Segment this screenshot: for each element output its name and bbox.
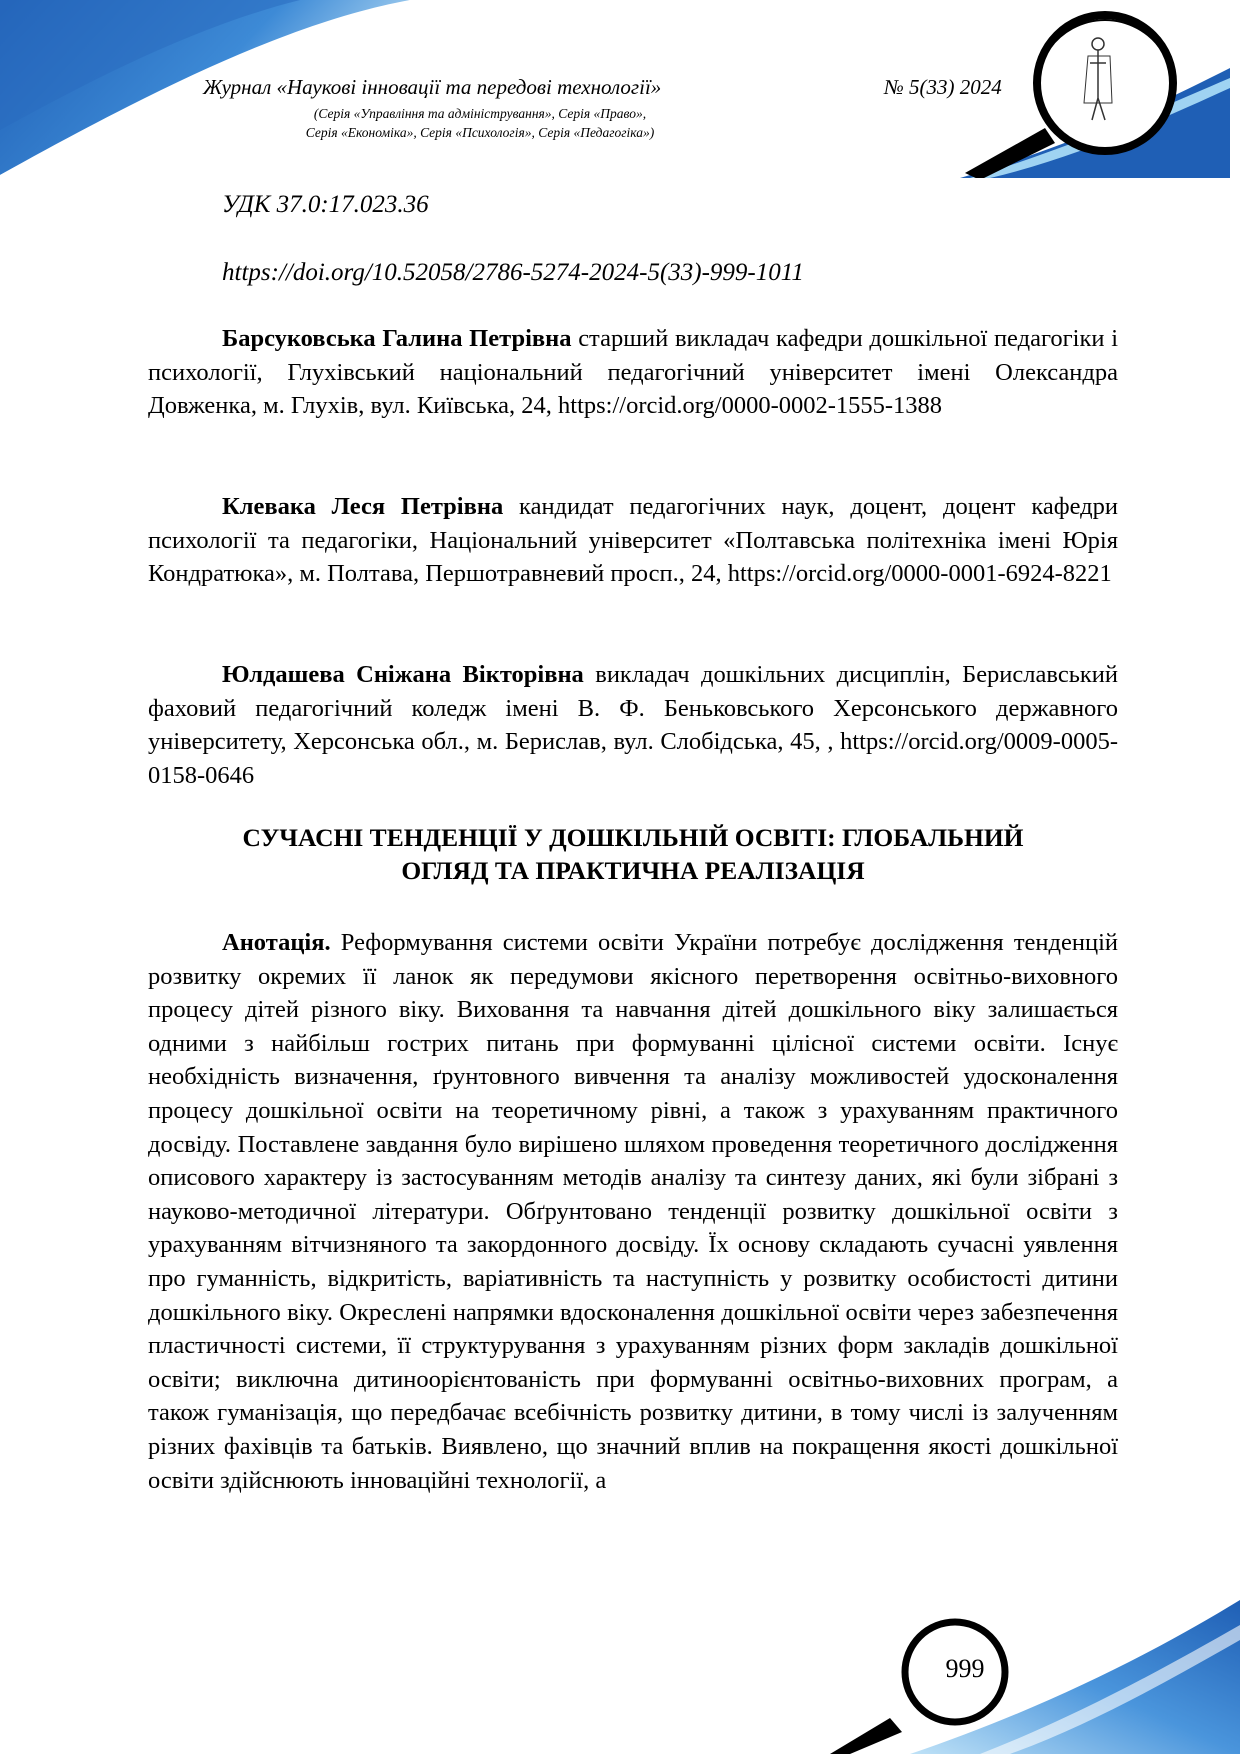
abstract — [148, 926, 1118, 1497]
author-name: Клевака Леся Петрівна — [222, 493, 504, 520]
article-title — [148, 821, 1118, 887]
title-line-2: ОГЛЯД ТА ПРАКТИЧНА РЕАЛІЗАЦІЯ — [401, 856, 865, 885]
doi-link[interactable]: https://doi.org/10.52058/2786-5274-2024-5(33)-999-1011 — [222, 259, 804, 286]
author-details: кандидат педагогічних наук, доцент, доцент кафедри психології та педагогіки, Національний університет «Полтавська політехніка імені Юрія Кондратюка», м. Полтава, Першотравневий просп., 24, https://orcid.org/0000-0001-6924-8221 — [148, 493, 1118, 588]
udc-code: УДК 37.0:17.023.36 — [222, 191, 429, 218]
journal-series — [200, 104, 760, 142]
series-line-1: (Серія «Управління та адміністрування», Серія «Право», — [313, 106, 647, 121]
title-line-1: СУЧАСНІ ТЕНДЕНЦІЇ У ДОШКІЛЬНІЙ ОСВІТІ: ГЛОБАЛЬНИЙ — [242, 823, 1024, 852]
series-line-2: Серія «Економіка», Серія «Психологія», Серія «Педагогіка») — [305, 125, 655, 140]
author-2 — [148, 490, 1118, 591]
footer-swoosh-decoration — [820, 1600, 1240, 1754]
author-details: викладач дошкільних дисциплін, Бериславський фаховий педагогічний коледж імені В. Ф. Беньковського Херсонського державного університету, Херсонська обл., м. Берислав, вул. Слобідська, 45, , https://orcid.org/0009-0005-0158-0646 — [148, 661, 1118, 789]
author-details: старший викладач кафедри дошкільної педагогіки і психології, Глухівський національний педагогічний університет імені Олександра Довженка, м. Глухів, вул. Київська, 24, https://orcid.org/0000-0002-1555-1388 — [148, 325, 1119, 420]
abstract-label: Анотація. — [222, 929, 331, 956]
journal-title: Журнал «Наукові інновації та передові технології» — [203, 75, 662, 99]
page-number: 999 — [945, 1654, 985, 1683]
author-name: Юлдашева Сніжана Вікторівна — [222, 661, 584, 688]
author-name: Барсуковська Галина Петрівна — [222, 325, 572, 352]
issue-number: № 5(33) 2024 — [884, 75, 1002, 99]
author-1 — [148, 322, 1118, 423]
abstract-text: Реформування системи освіти України потребує дослідження тенденцій розвитку окремих її ланок як передумови якісного перетворення освітньо-виховного процесу дітей різного віку. Виховання та навчання дітей дошкільного віку залишається одними з найбільш гострих питань при формуванні цілісної системи освіти. Існує необхідність визначення, ґрунтовного вивчення та аналізу можливостей удосконалення процесу дошкільної освіти на теоретичному рівні, а також з урахуванням практичного досвіду. Поставлене завдання було вирішено шляхом проведення теоретичного дослідження описового характеру із застосуванням методів аналізу та синтезу даних, які були зібрані з науково-методичної літератури. Обґрунтовано тенденції розвитку дошкільної освіти з урахуванням вітчизняного та закордонного досвіду. Їх основу складають сучасні уявлення про гуманність, відкритість, варіативність та наступність у розвитку особистості дитини дошкільного віку. Окреслені напрямки вдосконалення дошкільної освіти через забезпечення пластичності системи, її структурування з урахуванням різних форм закладів дошкільної освіти; виключна дитиноорієнтованість при формуванні освітньо-виховних програм, а також гуманізація, що передбачає всебічність розвитку дитини, в тому числі із залученням різних фахівців та батьків. Виявлено, що значний вплив на покращення якості дошкільної освіти здійснюють інноваційні технології, а — [148, 929, 1118, 1494]
author-3 — [148, 658, 1118, 792]
